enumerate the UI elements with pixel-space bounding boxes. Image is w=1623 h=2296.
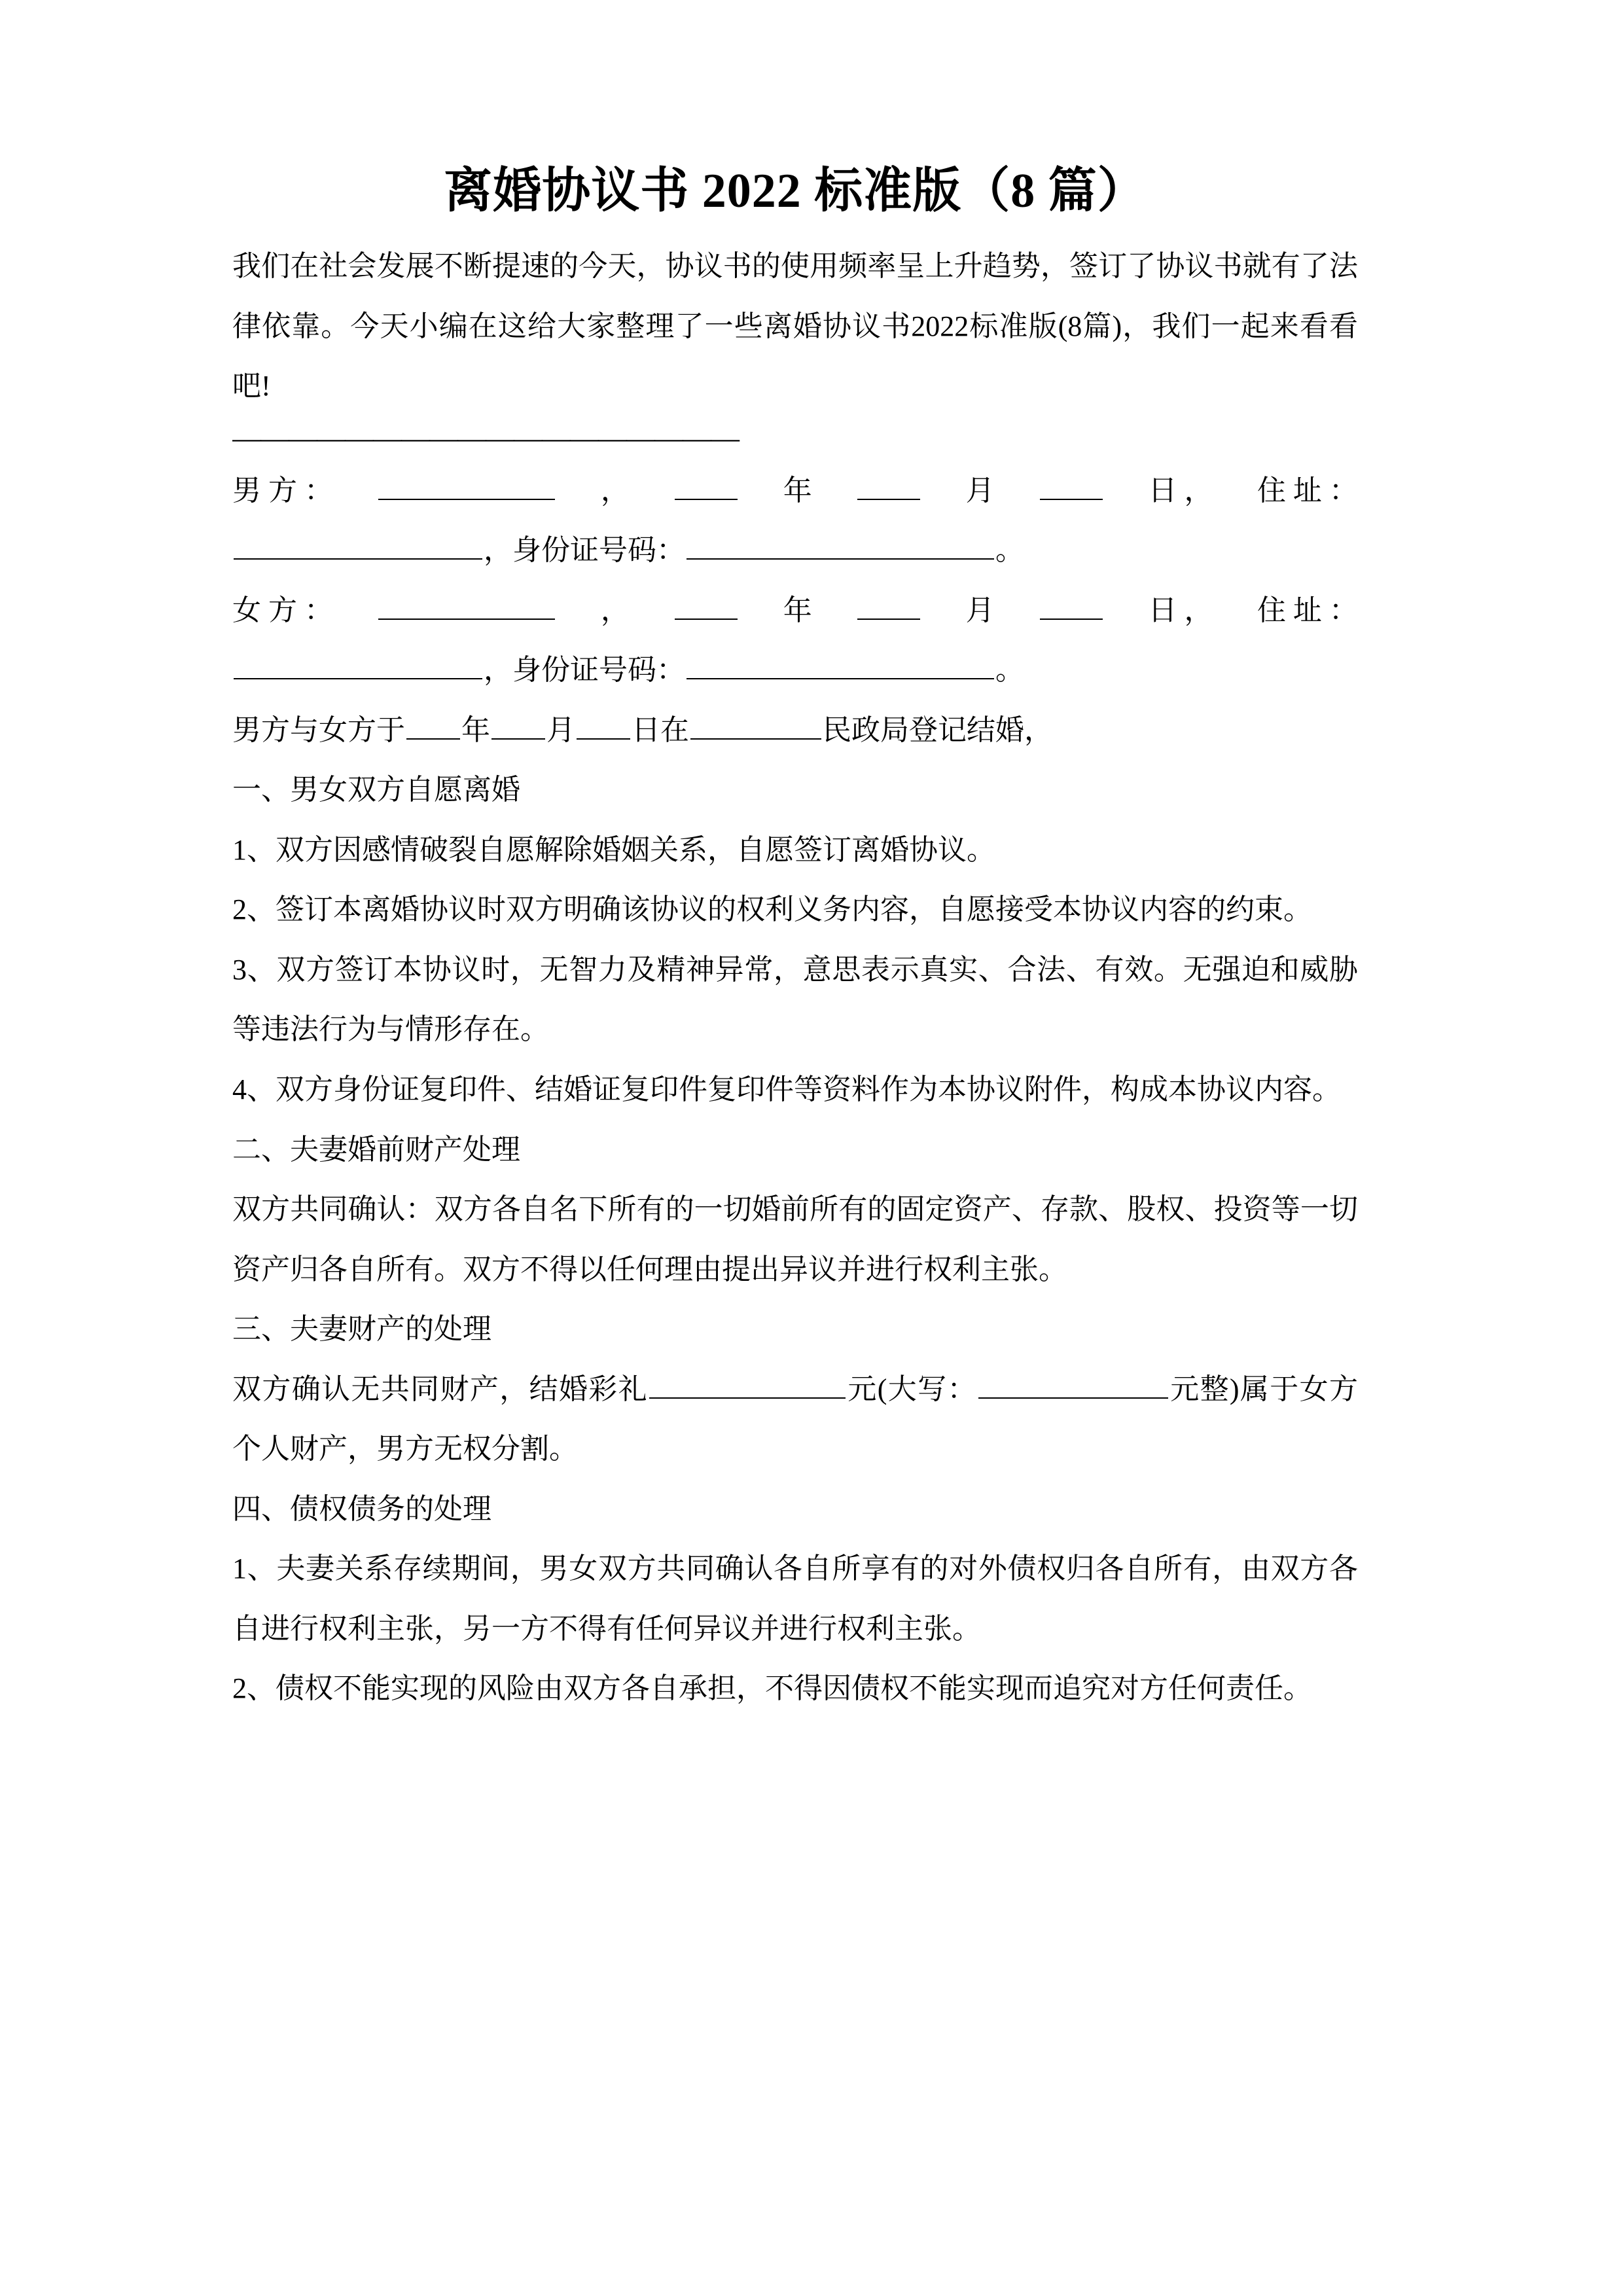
male-name-blank[interactable] bbox=[378, 471, 555, 500]
marriage-bureau-blank[interactable] bbox=[690, 711, 821, 740]
male-day-label: 日 ， bbox=[1148, 474, 1213, 507]
female-birth-month-blank[interactable] bbox=[857, 591, 920, 620]
male-party-line bbox=[232, 461, 1358, 521]
female-birth-day-blank[interactable] bbox=[1040, 591, 1103, 620]
female-month-label: 月 bbox=[965, 594, 995, 626]
dowry-tail: 整)属于女方个人财产，男方无权分割。 bbox=[232, 1372, 1359, 1465]
section-heading-3: 三、夫妻财产的处理 bbox=[232, 1313, 491, 1346]
male-id-prefix: ，身份证号码： bbox=[484, 534, 685, 567]
dowry-amount-words-blank[interactable] bbox=[978, 1369, 1168, 1398]
female-party-line bbox=[232, 581, 1358, 641]
dowry-prefix: 双方确认无共同财产，结婚彩礼 bbox=[232, 1372, 649, 1405]
female-year-label: 年 bbox=[783, 594, 812, 626]
female-birth-year-blank[interactable] bbox=[675, 591, 738, 620]
marriage-registration-line bbox=[232, 700, 1358, 761]
marriage-suffix: 民政局登记结婚， bbox=[823, 713, 1053, 746]
female-id-line bbox=[232, 640, 1358, 700]
male-comma: ， bbox=[600, 474, 630, 507]
male-id-suffix: 。 bbox=[995, 534, 1024, 567]
section-1-item-3: 3、双方签订本协议时，无智力及精神异常，意思表示真实、合法、有效。无强迫和威胁等违法行为与情形存在。 bbox=[232, 953, 1358, 1046]
marriage-day-label: 日在 bbox=[632, 713, 689, 746]
male-birth-month-blank[interactable] bbox=[857, 471, 920, 500]
male-birth-year-blank[interactable] bbox=[675, 471, 738, 500]
female-id-prefix: ，身份证号码： bbox=[484, 654, 685, 687]
section-heading-2: 二、夫妻婚前财产处理 bbox=[232, 1133, 520, 1166]
section-4-item-2: 2、债权不能实现的风险由双方各自承担，不得因债权不能实现而追究对方任何责任。 bbox=[232, 1672, 1312, 1705]
dowry-amount-blank[interactable] bbox=[649, 1369, 846, 1398]
marriage-month-label: 月 bbox=[546, 713, 575, 746]
female-address-label: 住 址 ： bbox=[1257, 594, 1358, 626]
dowry-unit-2: 元 bbox=[1169, 1372, 1200, 1405]
male-month-label: 月 bbox=[965, 474, 995, 507]
intro-paragraph: 我们在社会发展不断提速的今天，协议书的使用频率呈上升趋势，签订了协议书就有了法律依靠。今天小编在这给大家整理了一些离婚协议书2022标准版(8篇)，我们一起来看看吧! bbox=[232, 250, 1358, 403]
section-1-item-1: 1、双方因感情破裂自愿解除婚姻关系，自愿签订离婚协议。 bbox=[232, 833, 995, 866]
female-id-suffix: 。 bbox=[995, 654, 1024, 687]
page-title: 离婚协议书 2022 标准版（8 篇） bbox=[444, 164, 1147, 218]
dowry-unit-1: 元(大写： bbox=[847, 1372, 977, 1405]
section-4-item-1: 1、夫妻关系存续期间，男女双方共同确认各自所享有的对外债权归各自所有，由双方各自进行权利主张，另一方不得有任何异议并进行权利主张。 bbox=[232, 1552, 1358, 1645]
male-address-label: 住 址 ： bbox=[1257, 474, 1358, 507]
marriage-month-blank[interactable] bbox=[491, 711, 545, 740]
female-id-blank[interactable] bbox=[687, 651, 994, 679]
section-heading-4: 四、债权债务的处理 bbox=[232, 1492, 491, 1525]
marriage-prefix: 男方与女方于 bbox=[232, 713, 405, 746]
dowry-line bbox=[232, 1359, 1358, 1479]
section-heading-1: 一、男女双方自愿离婚 bbox=[232, 774, 520, 806]
male-party-label: 男 方 ： bbox=[232, 474, 333, 507]
marriage-year-label: 年 bbox=[461, 713, 490, 746]
female-comma: ， bbox=[600, 594, 630, 626]
male-id-line bbox=[232, 520, 1358, 581]
marriage-day-blank[interactable] bbox=[577, 711, 630, 740]
female-day-label: 日 ， bbox=[1148, 594, 1213, 626]
marriage-year-blank[interactable] bbox=[406, 711, 460, 740]
male-id-blank[interactable] bbox=[687, 531, 994, 560]
female-address-blank[interactable] bbox=[234, 651, 482, 679]
section-1-item-4: 4、双方身份证复印件、结婚证复印件复印件等资料作为本协议附件，构成本协议内容。 bbox=[232, 1073, 1341, 1105]
male-birth-day-blank[interactable] bbox=[1040, 471, 1103, 500]
female-name-blank[interactable] bbox=[378, 591, 555, 620]
female-party-label: 女 方 ： bbox=[232, 594, 333, 626]
male-year-label: 年 bbox=[783, 474, 812, 507]
male-address-blank[interactable] bbox=[234, 531, 482, 560]
section-2-item-1: 双方共同确认：双方各自名下所有的一切婚前所有的固定资产、存款、股权、投资等一切资产归各自所有。双方不得以任何理由提出异议并进行权利主张。 bbox=[232, 1193, 1358, 1285]
section-1-item-2: 2、签订本离婚协议时双方明确该协议的权利义务内容，自愿接受本协议内容的约束。 bbox=[232, 893, 1312, 926]
section-divider: —————————————————— bbox=[232, 422, 739, 454]
